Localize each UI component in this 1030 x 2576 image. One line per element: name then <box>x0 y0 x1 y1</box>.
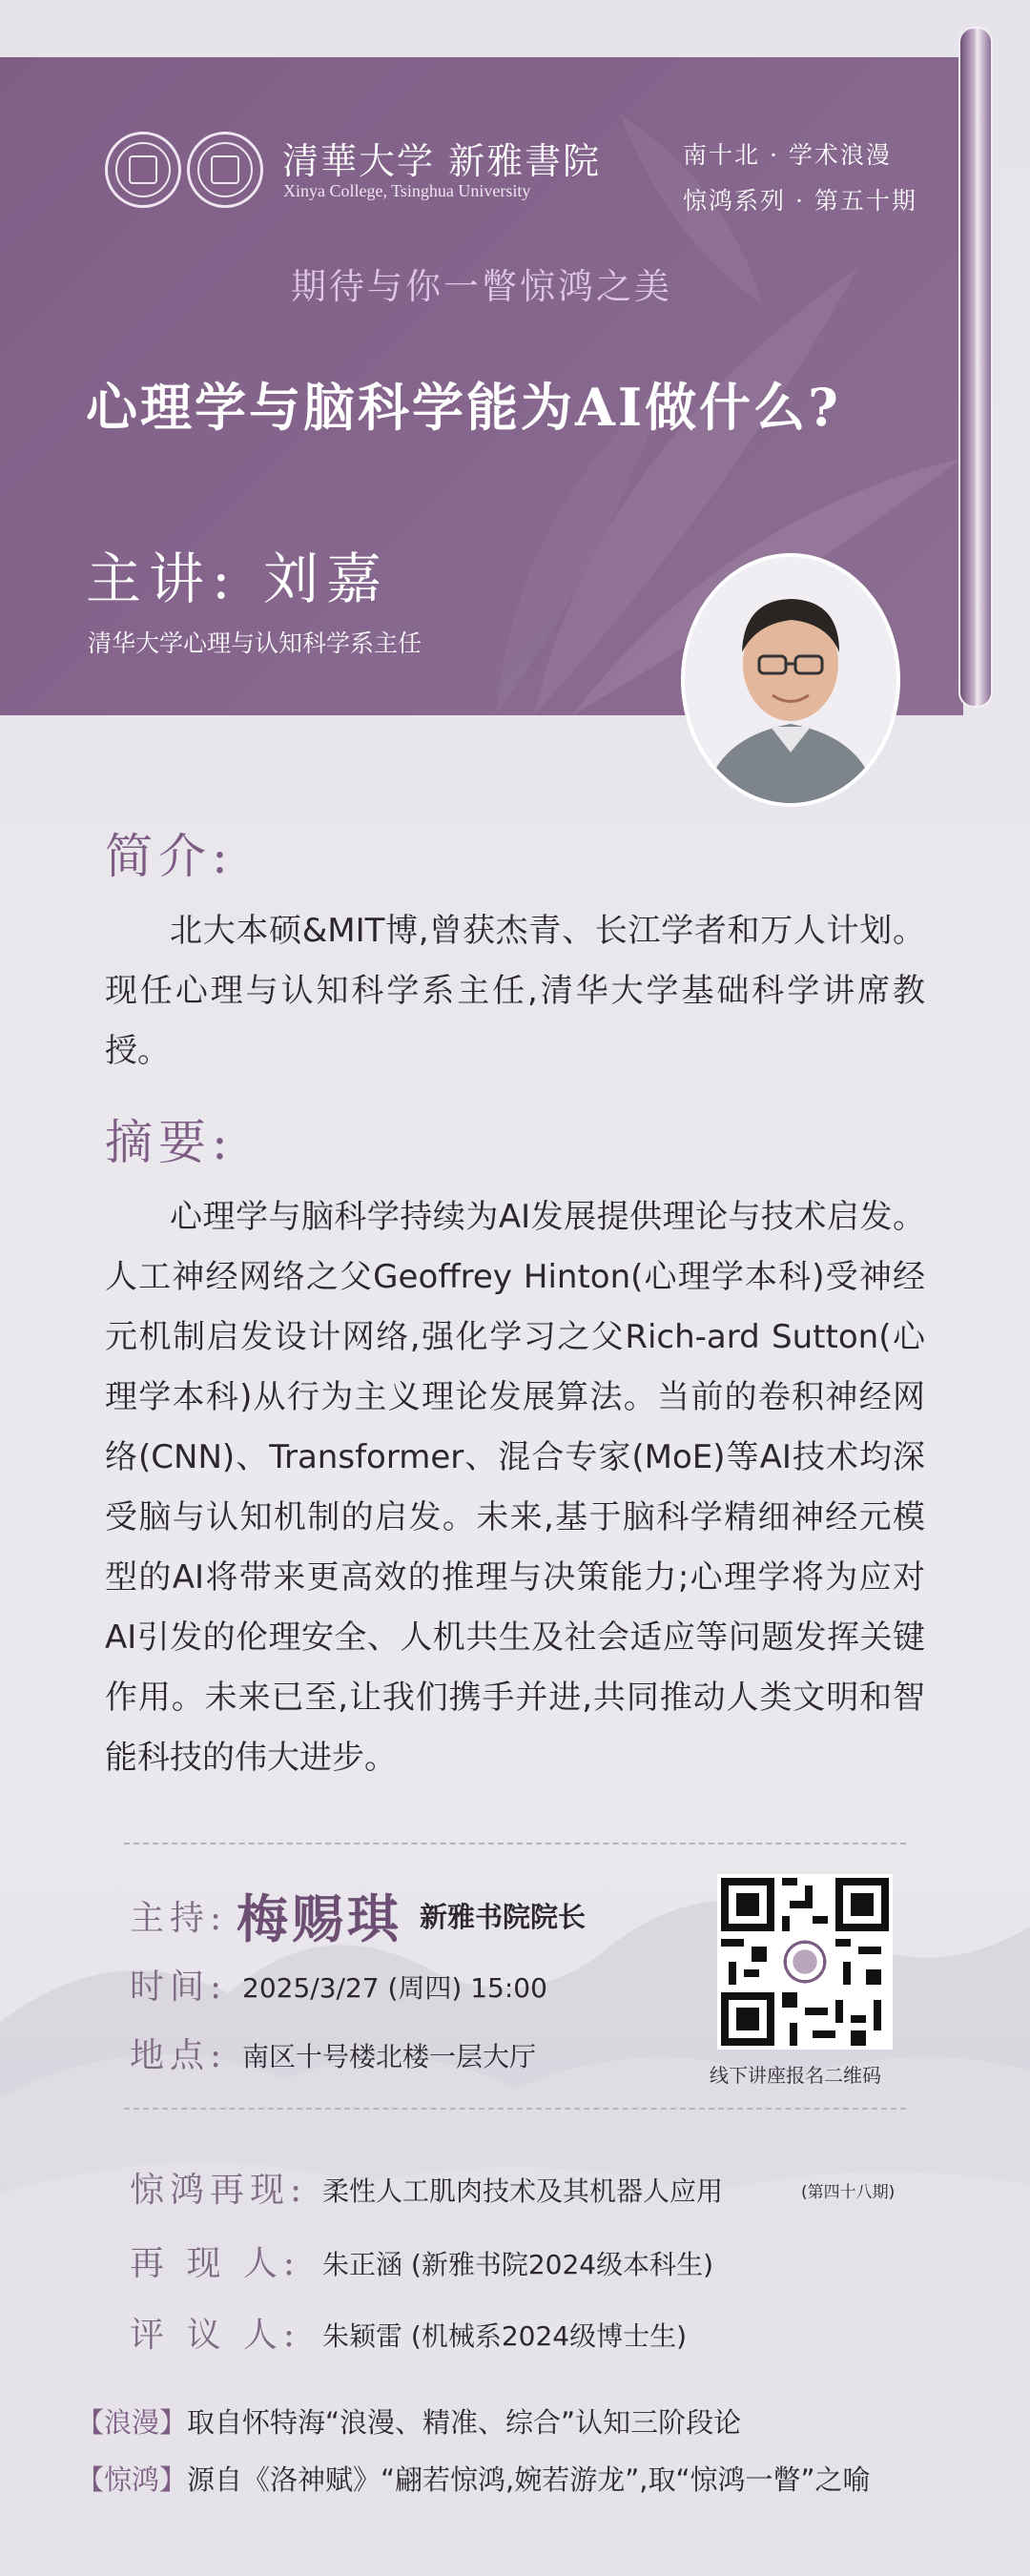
replay-topic-label: 惊鸿再现: <box>130 2171 308 2210</box>
registration-qr-code[interactable] <box>717 1874 893 2050</box>
intro-text: 北大本硕&MIT博,曾获杰青、长江学者和万人计划。现任心理与认知科学系主任,清华大学基础科学讲席教授。 <box>105 912 925 1070</box>
place-label: 地点: <box>130 2036 228 2075</box>
abstract-text: 心理学与脑科学持续为AI发展提供理论与技术启发。人工神经网络之父Geoffrey Hinton(心理学本科)受神经元机制启发设计网络,强化学习之父Rich-ard Sutton(心理学本科)从行为主义理论发展算法。当前的卷积神经网络(CNN)、Transformer、混合专家(MoE)等AI技术均深受脑与认知机制的启发。未来,基于脑科学精细神经元模型的AI将带来更高效的推理与决策能力;心理学将为应对AI引发的伦理安全、人机共生及社会适应等问题发挥关键作用。未来已至,让我们携手并进,共同推动人类文明和智能科技的伟大进步。 <box>105 1198 925 1777</box>
brand-english: Xinya College, Tsinghua University <box>283 181 531 200</box>
portrait-illustration <box>685 557 896 803</box>
series-line-1: 南十北 · 学术浪漫 <box>683 141 892 169</box>
divider-bottom <box>124 2108 906 2110</box>
note-jinghong <box>76 2459 871 2498</box>
time-value: 2025/3/27 (周四) 15:00 <box>242 1972 547 2004</box>
qr-caption: 线下讲座报名二维码 <box>710 2064 881 2087</box>
lecture-title: 心理学与脑科学能为AI做什么? <box>86 377 841 438</box>
host-name: 梅赐琪 <box>237 1888 402 1949</box>
tagline: 期待与你一瞥惊鸿之美 <box>291 266 672 307</box>
reviewer-value: 朱颖雷 (机械系2024级博士生) <box>322 2320 688 2352</box>
speaker-name: 主讲: 刘嘉 <box>86 546 389 611</box>
place-value: 南区十号楼北楼一层大厅 <box>242 2041 537 2072</box>
scroll-rod-decoration <box>958 27 993 708</box>
presenter-label: 再 现 人: <box>130 2244 301 2283</box>
host-title: 新雅书院院长 <box>420 1901 587 1933</box>
note-romance <box>76 2401 741 2441</box>
host-label: 主持: <box>130 1899 228 1938</box>
intro-heading: 简介: <box>105 829 234 884</box>
qr-code-icon <box>721 1878 889 2046</box>
brand-name: 清華大学 新雅書院 <box>282 140 602 182</box>
presenter-value: 朱正涵 (新雅书院2024级本科生) <box>322 2249 714 2280</box>
note-tag: 【浪漫】 <box>76 2406 188 2439</box>
note-tag: 【惊鸿】 <box>76 2463 188 2496</box>
replay-topic-issue: (第四十八期) <box>801 2183 896 2202</box>
note-text: 取自怀特海“浪漫、精准、综合”认知三阶段论 <box>187 2406 742 2439</box>
reviewer-label: 评 议 人: <box>130 2316 301 2355</box>
xinya-seal-logo <box>187 132 263 208</box>
replay-topic-value: 柔性人工肌肉技术及其机器人应用 <box>322 2175 724 2207</box>
series-line-2: 惊鸿系列 · 第五十期 <box>683 187 917 215</box>
abstract-heading: 摘要: <box>105 1115 234 1170</box>
speaker-role: 清华大学心理与认知科学系主任 <box>88 629 422 657</box>
speaker-photo <box>681 553 900 807</box>
note-text: 源自《洛神赋》“翩若惊鸿,婉若游龙”,取“惊鸿一瞥”之喻 <box>187 2463 871 2496</box>
divider-top <box>124 1843 906 1844</box>
time-label: 时间: <box>130 1968 228 2007</box>
tsinghua-seal-logo <box>105 132 181 208</box>
